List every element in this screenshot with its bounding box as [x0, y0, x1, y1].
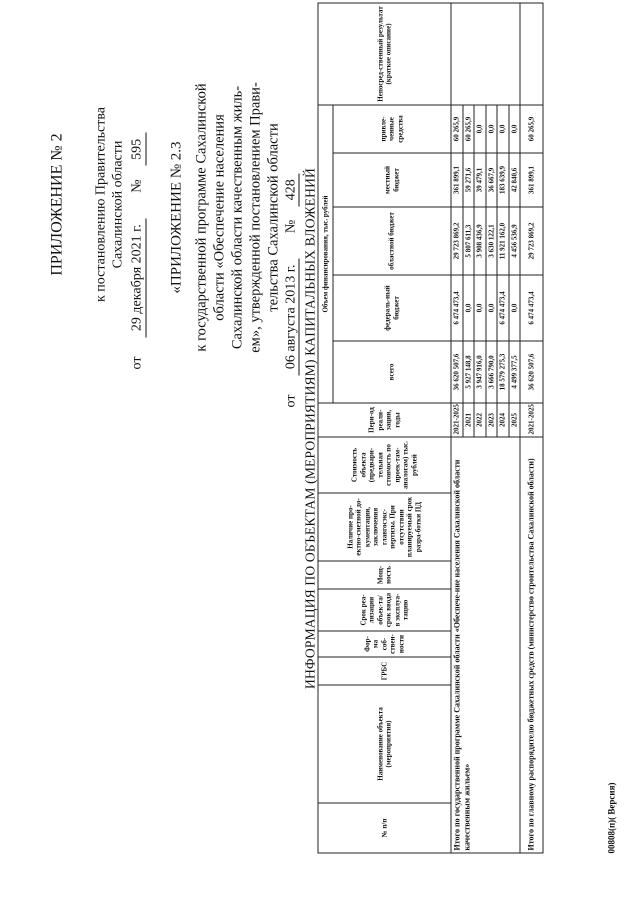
- col-form: Фор-ма соб-ствен-ности: [318, 631, 451, 657]
- col-grbs: ГРБС: [318, 657, 451, 685]
- table-row: [520, 3, 543, 853]
- row-attracted: 0,0: [497, 105, 509, 153]
- row-period: 2021-2025: [520, 403, 543, 437]
- row-period: 2025: [508, 403, 520, 437]
- row-regional: 4 456 536,9: [508, 207, 520, 275]
- col-total: всего: [333, 341, 451, 403]
- row-regional: 11 921 162,0: [497, 207, 509, 275]
- decree-number: 595: [128, 132, 146, 165]
- row-local: 59 271,6: [462, 153, 474, 207]
- program-reference: [192, 27, 282, 407]
- decree-date-row: [128, 29, 146, 369]
- row-federal: 0,0: [485, 275, 497, 341]
- col-term: Срок реа-лизации объек-та/срок ввода в эксплуа-тацию: [318, 589, 451, 631]
- decree-date: 29 декабря 2021 г.: [128, 218, 146, 337]
- col-name: Наименование объекта (мероприятия): [318, 685, 451, 803]
- row-federal: 6 474 473,4: [520, 275, 543, 341]
- number-label: №: [129, 178, 144, 193]
- section2-result: [520, 3, 543, 105]
- col-period: Пери-од реали-зации, годы: [318, 403, 451, 437]
- row-local: 42 840,6: [508, 153, 520, 207]
- table-row: [451, 3, 463, 853]
- row-total: 4 499 377,5: [508, 341, 520, 403]
- col-regional: областной бюджет: [333, 207, 451, 275]
- col-attracted: привле-ченные средства: [333, 105, 451, 153]
- row-local: 361 899,1: [520, 153, 543, 207]
- program-date: 06 августа 2013 г.: [283, 258, 299, 374]
- program-number-label: №: [283, 219, 298, 233]
- row-regional: 29 723 869,2: [520, 207, 543, 275]
- col-pd: Наличие про-ектно-сметной до-кументации, заключения главгосэкс-пертизы. При отсутствии планируемый срок разра-ботки ПД: [318, 493, 451, 561]
- program-line-4: ем», утвержденной постановлением Прави-: [247, 81, 263, 353]
- row-local: 361 899,1: [451, 153, 463, 207]
- col-result: Непосред-ственный результат (краткое описание): [318, 3, 451, 105]
- col-local: местный бюджет: [333, 153, 451, 207]
- row-regional: 29 723 869,2: [451, 207, 463, 275]
- row-total: 18 579 275,3: [497, 341, 509, 403]
- appendix-title: ПРИЛОЖЕНИЕ № 2: [48, 132, 65, 276]
- row-total: 36 620 507,6: [520, 341, 543, 403]
- row-federal: 6 474 473,4: [497, 275, 509, 341]
- row-local: 36 667,9: [485, 153, 497, 207]
- row-attracted: 60 265,9: [451, 105, 463, 153]
- program-line-2: области «Обеспечение населения: [211, 113, 227, 321]
- row-local: 39 479,1: [474, 153, 486, 207]
- row-regional: 3 630 122,1: [485, 207, 497, 275]
- program-line-3: Сахалинской области качественным жиль-: [229, 85, 245, 349]
- decree-reference: [92, 39, 126, 369]
- col-num: № п/п: [318, 803, 451, 853]
- program-date-row: [282, 27, 299, 407]
- col-federal: федераль-ный бюджет: [333, 275, 451, 341]
- row-attracted: 0,0: [485, 105, 497, 153]
- row-attracted: 0,0: [508, 105, 520, 153]
- row-attracted: 0,0: [474, 105, 486, 153]
- section2-label: Итого по главному распорядителю бюджетных средств (министерство строительства Сахалинской области): [520, 437, 543, 853]
- program-line-1: к государственной программе Сахалинской: [193, 82, 209, 352]
- program-appendix-title: «ПРИЛОЖЕНИЕ № 2.3: [168, 140, 184, 294]
- row-period: 2023: [485, 403, 497, 437]
- row-regional: 3 908 436,9: [474, 207, 486, 275]
- section1-result: [451, 3, 520, 105]
- footer-version: 00808(п)( Версия): [606, 782, 616, 853]
- program-number: 428: [283, 173, 299, 206]
- row-period: 2022: [474, 403, 486, 437]
- row-total: 3 947 916,0: [474, 341, 486, 403]
- row-total: 5 927 148,8: [462, 341, 474, 403]
- col-power: Мощ-ность: [318, 561, 451, 589]
- program-from-label: от: [283, 394, 298, 407]
- col-financing: Объем финансирования, тыс. рублей: [318, 105, 333, 403]
- decree-line-2: Сахалинской области: [110, 140, 125, 268]
- capital-investments-table: [317, 2, 543, 853]
- row-total: 36 620 507,6: [451, 341, 463, 403]
- row-period: 2021-2025: [451, 403, 463, 437]
- row-total: 3 666 790,0: [485, 341, 497, 403]
- row-period: 2021: [462, 403, 474, 437]
- row-regional: 5 807 611,3: [462, 207, 474, 275]
- col-cost: Стоимость объекта (предвари-тельная стоимость по проек-там-аналогам) тыс. рублей: [318, 437, 451, 493]
- row-attracted: 60 265,9: [520, 105, 543, 153]
- from-label: от: [129, 356, 144, 369]
- row-period: 2024: [497, 403, 509, 437]
- section1-label: Итого по государственной программе Сахалинской области «Обеспече-ние населения Сахалинской области качественным жильем»: [451, 437, 520, 853]
- row-local: 183 639,9: [497, 153, 509, 207]
- table-header-row: [318, 3, 333, 853]
- row-federal: 6 474 473,4: [451, 275, 463, 341]
- table-title: ИНФОРМАЦИЯ ПО ОБЪЕКТАМ (МЕРОПРИЯТИЯМ) КАПИТАЛЬНЫХ ВЛОЖЕНИЙ: [302, 167, 317, 689]
- row-attracted: 60 265,9: [462, 105, 474, 153]
- row-federal: 0,0: [462, 275, 474, 341]
- row-federal: 0,0: [474, 275, 486, 341]
- program-line-5: тельства Сахалинской области: [265, 122, 281, 312]
- decree-line-1: к постановлению Правительства: [93, 106, 108, 302]
- row-federal: 0,0: [508, 275, 520, 341]
